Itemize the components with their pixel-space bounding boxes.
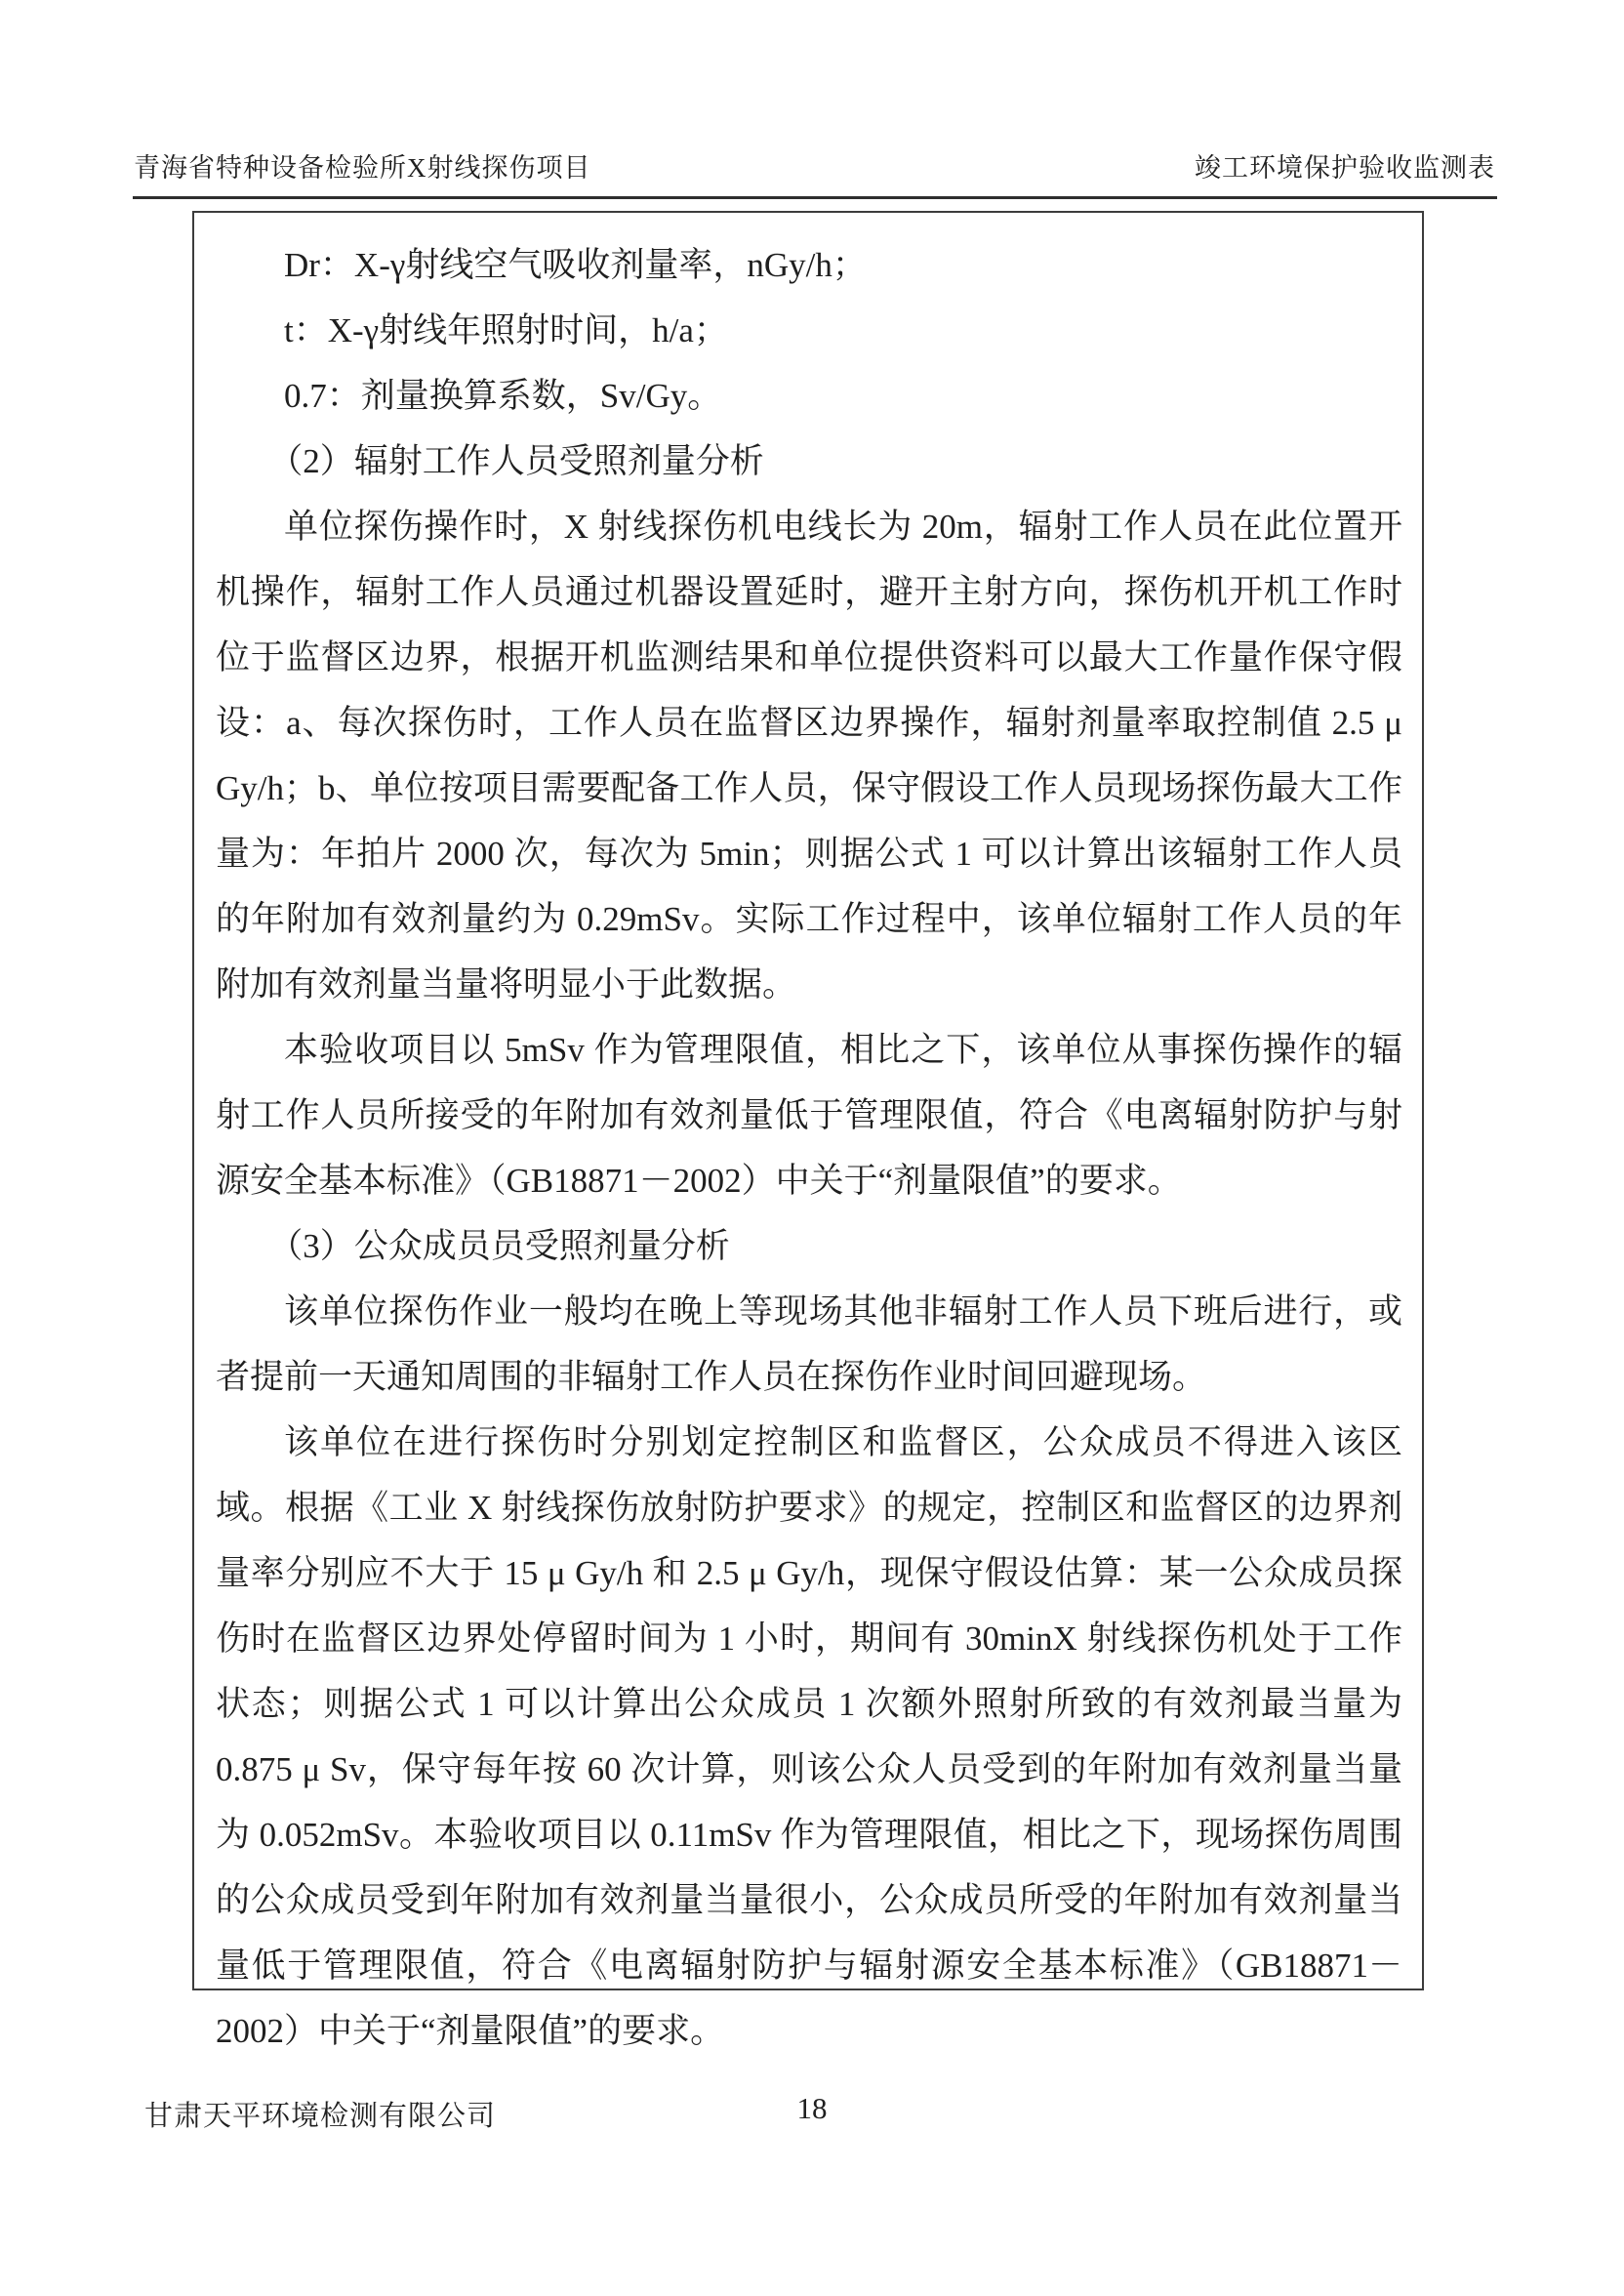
page-number: 18 <box>796 2091 828 2125</box>
header-project-title: 青海省特种设备检验所X射线探伤项目 <box>134 153 591 183</box>
definition-line: 0.7：剂量换算系数，Sv/Gy。 <box>284 377 722 415</box>
body-paragraph: 本验收项目以 5mSv 作为管理限值，相比之下，该单位从事探伤操作的辐射工作人员所接受的年附加有效剂量低于管理限值，符合《电离辐射防护与射源安全基本标准》（GB18871－2002）中关于“剂量限值”的要求。 <box>216 1031 1402 1200</box>
header-divider <box>133 196 1497 199</box>
footer-company: 甘肃天平环境检测有限公司 <box>144 2101 497 2132</box>
body-paragraph: 该单位在进行探伤时分别划定控制区和监督区，公众成员不得进入该区域。根据《工业 X 射线探伤放射防护要求》的规定，控制区和监督区的边界剂量率分别应不大于 15 μ Gy/h 和 2.5 μ Gy/h，现保守假设估算：某一公众成员探伤时在监督区边界处停留时间为 1 小时，期间有 30minX 射线探伤机处于工作状态；则据公式 1 可以计算出公众成员 1 次额外照射所致的有效剂最当量为 0.875 μ Sv，保守每年按 60 次计算，则该公众人员受到的年附加有效剂量当量为 0.052mSv。本验收项目以 0.11mSv 作为管理限值，相比之下，现场探伤周围的公众成员受到年附加有效剂量当量很小，公众成员所受的年附加有效剂量当量低于管理限值，符合《电离辐射防护与辐射源安全基本标准》（GB18871－2002）中关于“剂量限值”的要求。 <box>216 1423 1402 2050</box>
section-heading: （3）公众成员员受照剂量分析 <box>268 1227 730 1265</box>
body-paragraph: 该单位探伤作业一般均在晚上等现场其他非辐射工作人员下班后进行，或者提前一天通知周围的非辐射工作人员在探伤作业时间回避现场。 <box>216 1292 1402 1396</box>
report-content-box <box>192 211 1424 2050</box>
section-heading: （2）辐射工作人员受照剂量分析 <box>268 442 764 480</box>
definition-line: t：X-γ射线年照射时间，h/a； <box>284 311 728 349</box>
definition-line: Dr：X-γ射线空气吸收剂量率，nGy/h； <box>284 246 867 284</box>
report-body <box>216 232 1402 2064</box>
header-document-title: 竣工环境保护验收监测表 <box>1195 153 1495 183</box>
body-paragraph: 单位探伤操作时，X 射线探伤机电线长为 20m，辐射工作人员在此位置开机操作，辐射工作人员通过机器设置延时，避开主射方向，探伤机开机工作时位于监督区边界，根据开机监测结果和单位提供资料可以最大工作量作保守假设：a、每次探伤时，工作人员在监督区边界操作，辐射剂量率取控制值 2.5 μ Gy/h；b、单位按项目需要配备工作人员，保守假设工作人员现场探伤最大工作量为：年拍片 2000 次，每次为 5min；则据公式 1 可以计算出该辐射工作人员的年附加有效剂量约为 0.29mSv。实际工作过程中，该单位辐射工作人员的年附加有效剂量当量将明显小于此数据。 <box>216 508 1402 1004</box>
